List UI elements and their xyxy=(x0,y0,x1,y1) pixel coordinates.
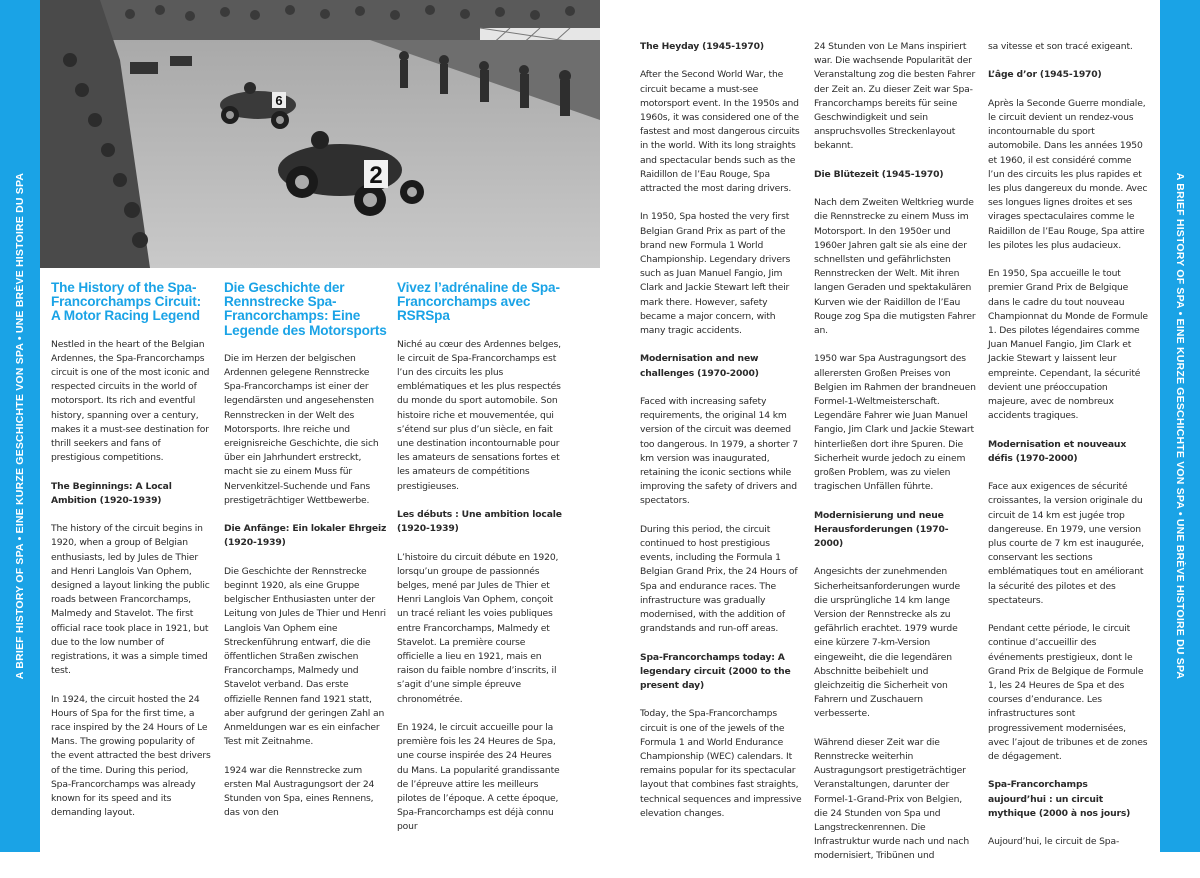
german-title: Die Geschichte der Rennstrecke Spa-Francorchamps: Eine Legende des Motorsports xyxy=(224,280,387,338)
car-number-6: 6 xyxy=(275,93,283,108)
french-continued-paragraph: sa vitesse et son tracé exigeant. xyxy=(988,41,1133,52)
german-intro: Die im Herzen der belgischen Ardennen gelegene Rennstrecke Spa-Francorchamps ist einer der legendärsten und angesehensten Rennstrecken in der Welt des Motorsports. Ihre reiche und ereignisreiche Geschichte, die sich über ein Jahrhundert erstreckt, macht sie zu einem Muss für Nervenkitzel-Suchende und Fans prestigeträchtiger Wettbewerbe. xyxy=(224,352,379,506)
english-title: The History of the Spa-Francorchamps Circuit: A Motor Racing Legend xyxy=(51,280,202,324)
french-subheading-heyday: L’âge d’or (1945-1970) xyxy=(988,69,1102,81)
german-subheading-beginnings: Die Anfänge: Ein lokaler Ehrgeiz (1920-1939) xyxy=(224,523,387,549)
column-french-continued xyxy=(988,40,1148,864)
column-french xyxy=(397,281,562,849)
german-heyday-paragraph-1: Nach dem Zweiten Weltkrieg wurde die Rennstrecke zu einem Muss im Motorsport. In den 1950er und 1960er Jahren galt sie als eine der schnellsten und gefährlichsten Rennstrecken der Welt. Mit ihren langen Geraden und spektakulären Kurven wie der Raidillon de l’Eau Rouge zog Spa die mutigsten Fahrer an. xyxy=(814,197,976,337)
english-paragraph-1: The history of the circuit begins in 1920, when a group of Belgian enthusiasts, led by Jules de Thier and Henri Langlois Van Ophem, designed a layout linking the public roads between Francorchamps, Malmedy and Stavelot. The first official race took place in 1921, but due to the low number of registrations, it was a simple timed test. xyxy=(51,523,210,677)
french-subheading-beginnings: Les débuts : Une ambition locale (1920-1939) xyxy=(397,509,562,535)
english-modernisation-paragraph-1: Faced with increasing safety requirements, the original 14 km version of the circuit was deemed too dangerous. In 1979, a shorter 7 km version was inaugurated, retaining the iconic sections while improving the safety of drivers and spectators. xyxy=(640,396,798,507)
column-german xyxy=(224,281,388,835)
english-heyday-paragraph-2: In 1950, Spa hosted the very first Belgian Grand Prix as part of the brand new Formula 1 World Championship. Legendary drivers such as Juan Manuel Fangio, Jim Clark and Jackie Stewart left their mark there. However, safety became a major concern, with many tragic accidents. xyxy=(640,211,791,337)
column-english-continued xyxy=(640,40,802,835)
english-subheading-modernisation: Modernisation and new challenges (1970-2000) xyxy=(640,353,759,379)
french-intro: Niché au cœur des Ardennes belges, le circuit de Spa-Francorchamps est l’un des circuits les plus emblématiques et les plus respectés du monde du sport automobile. Son histoire riche et mouvementée, qui s’étend sur plus d’un siècle, en fait une destination incontournable pour les amateurs de sensations fortes et les amateurs de compétitions prestigieuses. xyxy=(397,338,561,492)
french-paragraph-2: En 1924, le circuit accueille pour la première fois les 24 Heures de Spa, une course inspirée des 24 Heures du Mans. La popularité grandissante de l’épreuve attire les meilleurs pilotes de l’époque. A cette époque, Spa-Francorchamps est déjà connu pour xyxy=(397,722,560,833)
english-modernisation-paragraph-2: During this period, the circuit continued to host prestigious events, including the Formula 1 Belgian Grand Prix, the 24 Hours of Spa and endurance races. The infrastructure was gradually modernised, with the addition of grandstands and run-off areas. xyxy=(640,523,798,635)
french-today-paragraph: Aujourd’hui, le circuit de Spa- xyxy=(988,836,1120,848)
german-subheading-modernisation: Modernisierung und neue Herausforderungen (1970-2000) xyxy=(814,509,949,550)
english-today-paragraph: Today, the Spa-Francorchamps circuit is one of the jewels of the Formula 1 and World Endurance Championship (WEC) calendars. It remains popular for its spectacular layout that combines fast straights, technical sequences and impressive elevation changes. xyxy=(640,708,802,819)
right-spine-text: A BRIEF HISTORY OF SPA • EINE KURZE GESCHICHTE VON SPA • UNE BRÈVE HISTOIRE DU SPA xyxy=(1174,172,1186,680)
car-number-2: 2 xyxy=(369,162,383,189)
french-title: Vivez l’adrénaline de Spa-Francorchamps avec RSRSpa xyxy=(397,280,560,324)
french-paragraph-1: L’histoire du circuit débute en 1920, lorsqu’un groupe de passionnés belges, mené par Jules de Thier et Henri Langlois Van Ophem, conçoit un tracé reliant les voies publiques entre Francorchamps, Malmedy et Stavelot. La première course officielle a lieu en 1921, mais en raison du faible nombre d’inscrits, il s’agit d’une simple épreuve chronométrée. xyxy=(397,551,559,705)
french-heyday-paragraph-1: Après la Seconde Guerre mondiale, le circuit devient un rendez-vous incontournable du sport automobile. Dans les années 1950 et 1960, il est considéré comme l’un des circuits les plus rapides et les plus dangereux du monde. Avec ses longues lignes droites et ses virages spectaculaires comme le Raidillon de l’Eau Rouge, Spa attire les pilotes les plus audacieux. xyxy=(988,97,1148,251)
french-subheading-today: Spa-Francorchamps aujourd’hui : un circuit mythique (2000 à nos jours) xyxy=(988,779,1131,819)
french-heyday-paragraph-2: En 1950, Spa accueille le tout premier Grand Prix de Belgique dans le cadre du tout nouveau Championnat du Monde de Formule 1. Des pilotes légendaires comme Juan Manuel Fangio, Jim Clark et Jackie Stewart y laissent leur empreinte. Cependant, la sécurité devient une préoccupation majeure, avec de nombreux accidents tragiques. xyxy=(988,268,1148,422)
english-heyday-paragraph-1: After the Second World War, the circuit became a must-see motorsport event. In the 1950s and 1960s, it was considered one of the fastest and most dangerous circuits in the world. With its long straights and spectacular bends such as the Raidillon de l’Eau Rouge, Spa attracted the most daring drivers. xyxy=(640,69,800,195)
left-spine-bar xyxy=(0,0,40,852)
english-intro: Nestled in the heart of the Belgian Ardennes, the Spa-Francorchamps circuit is one of the most iconic and respected circuits in the world of motorsport. Its rich and eventful history, spanning over a century, makes it a must-see destination for thrill seekers and fans of prestigious competitions. xyxy=(51,338,210,464)
german-continued-paragraph: 24 Stunden von Le Mans inspiriert war. Die wachsende Popularität der Veranstaltung zog die besten Fahrer der Zeit an. Zu dieser Zeit war Spa-Francorchamps bereits für seine Geschwindigkeit und sein anspruchsvolles Streckenlayout bekannt. xyxy=(814,41,976,152)
german-modernisation-paragraph-2: Während dieser Zeit war die Rennstrecke weiterhin Austragungsort prestigeträchtiger Veranstaltungen, darunter der Formel-1-Grand-Prix von Belgien, die 24 Stunden von Spa und Langstreckenrennen. Die Infrastruktur wurde nach und nach modernisiert, Tribünen und xyxy=(814,736,969,862)
german-subheading-heyday: Die Blütezeit (1945-1970) xyxy=(814,168,944,180)
left-spine-text: A BRIEF HISTORY OF SPA • EINE KURZE GESCHICHTE VON SPA • UNE BRÈVE HISTOIRE DU SPA xyxy=(14,172,26,680)
english-subheading-today: Spa-Francorchamps today: A legendary circuit (2000 to the present day) xyxy=(640,651,791,692)
english-paragraph-2: In 1924, the circuit hosted the 24 Hours of Spa for the first time, a race inspired by the 24 Hours of Le Mans. The growing popularity of the event attracted the best drivers of the time. During this period, Spa-Francorchamps was already known for its speed and its demanding layout. xyxy=(51,693,211,819)
german-paragraph-2: 1924 war die Rennstrecke zum ersten Mal Austragungsort der 24 Stunden von Spa, eines Rennens, das von den xyxy=(224,764,375,819)
french-modernisation-paragraph-2: Pendant cette période, le circuit continue d’accueillir des événements prestigieux, dont le Grand Prix de Belgique de Formule 1, les 24 Heures de Spa et des courses d’endurance. Les infrastructures sont progressivement modernisées, avec l’ajout de tribunes et de zones de dégagement. xyxy=(988,623,1148,763)
english-subheading-heyday: The Heyday (1945-1970) xyxy=(640,41,764,52)
vintage-race-photo xyxy=(40,0,600,268)
german-heyday-paragraph-2: 1950 war Spa Austragungsort des allerersten Großen Preises von Belgien im Rahmen der brandneuen Formel-1-Weltmeisterschaft. Legendäre Fahrer wie Juan Manuel Fangio, Jim Clark und Jackie Stewart hinterließen dort ihre Spuren. Die Sicherheit wurde jedoch zu einem großen Problem, was zu vielen tragischen Unfällen führte. xyxy=(814,353,976,493)
column-german-continued xyxy=(814,40,976,878)
french-modernisation-paragraph-1: Face aux exigences de sécurité croissantes, la version originale du circuit de 14 km est jugée trop dangereuse. En 1979, une version plus courte de 7 km est inaugurée, conservant les sections emblématiques tout en améliorant la sécurité des pilotes et des spectateurs. xyxy=(988,481,1144,606)
english-subheading-beginnings: The Beginnings: A Local Ambition (1920-1939) xyxy=(51,480,172,506)
german-paragraph-1: Die Geschichte der Rennstrecke beginnt 1920, als eine Gruppe belgischer Enthusiasten unter der Leitung von Jules de Thier und Henri Langlois Van Ophem eine Streckenführung entwarf, die die öffentlichen Straßen zwischen Francorchamps, Malmedy und Stavelot verband. Das erste offizielle Rennen fand 1921 statt, aber aufgrund der geringen Zahl an Anmeldungen war es ein einfacher Test mit Zeitnahme. xyxy=(224,565,386,748)
german-modernisation-paragraph-1: Angesichts der zunehmenden Sicherheitsanforderungen wurde die ursprüngliche 14 km lange Version der Rennstrecke als zu gefährlich erachtet. 1979 wurde eine kürzere 7-km-Version eingeweiht, die die legendären Abschnitte beibehielt und gleichzeitig die Sicherheit von Fahrern und Zuschauern verbesserte. xyxy=(814,566,960,720)
french-subheading-modernisation: Modernisation et nouveaux défis (1970-2000) xyxy=(988,438,1127,464)
right-spine-bar xyxy=(1160,0,1200,852)
column-english xyxy=(51,281,211,835)
